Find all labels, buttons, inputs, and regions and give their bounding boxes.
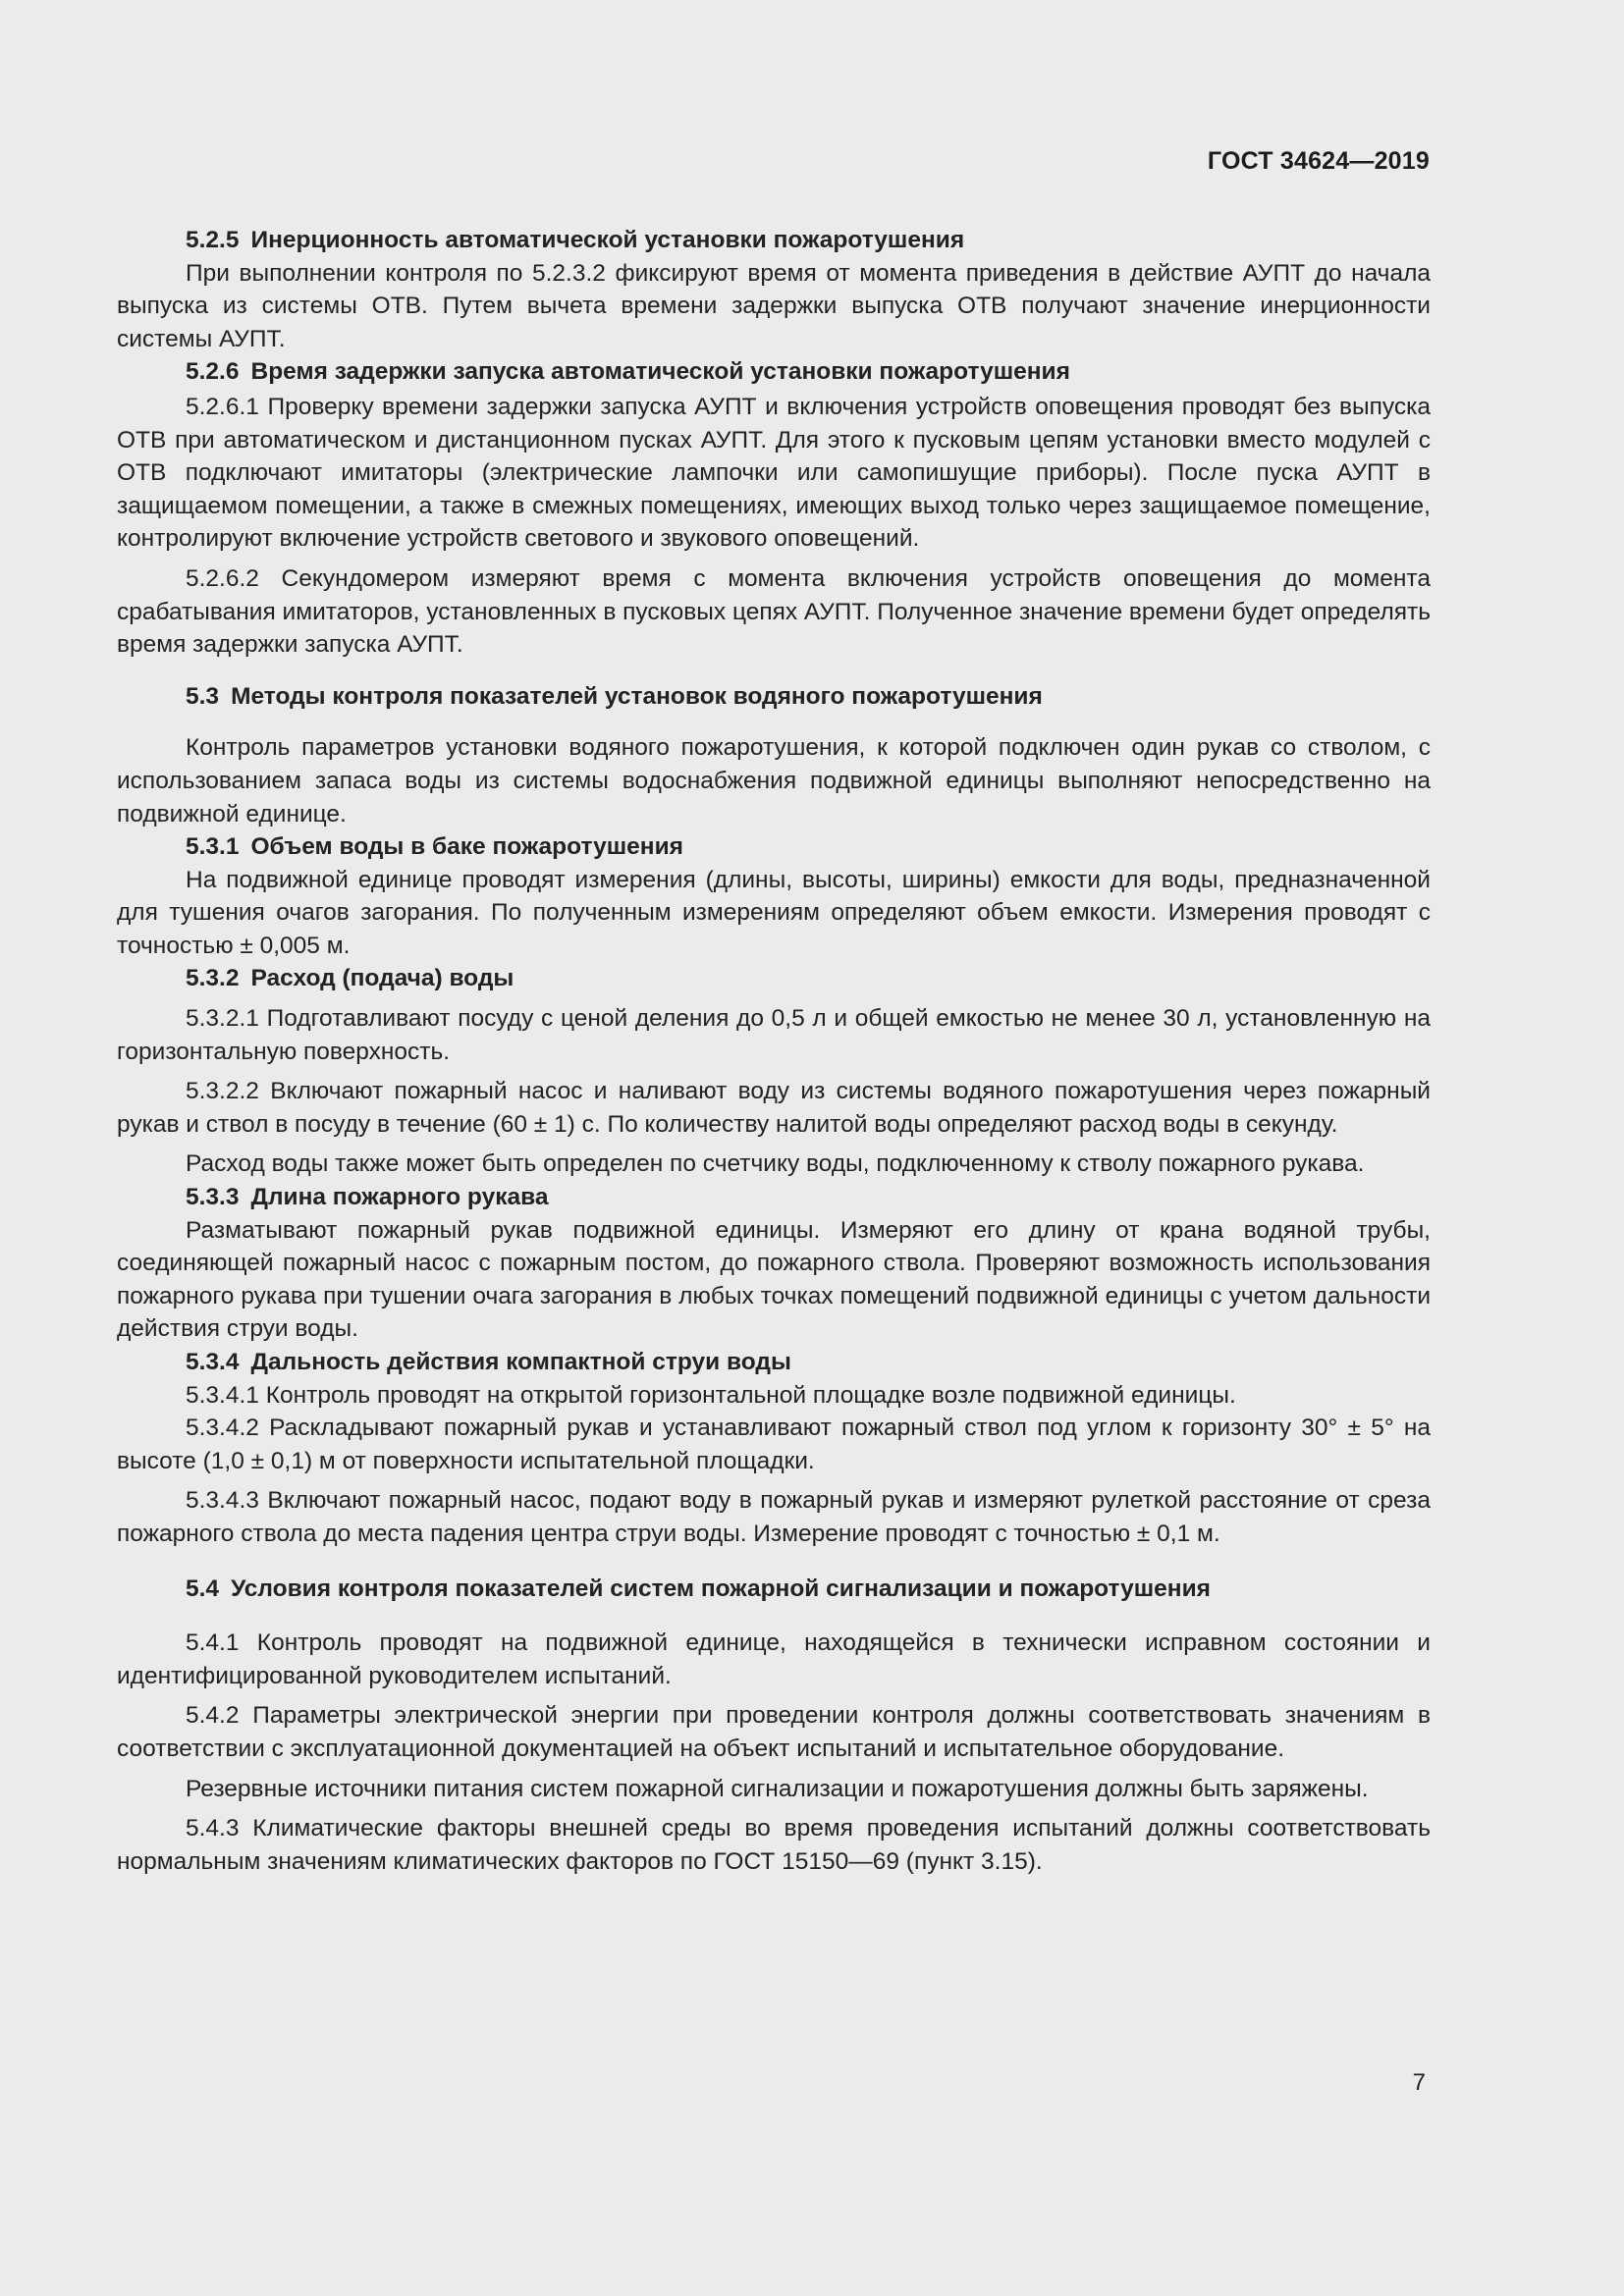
paragraph: 5.4.2 Параметры электрической энергии при проведении контроля должны соответствовать значениям в соответствии с эксплуатационной документацией на объект испытаний и испытательное оборудование. (117, 1702, 1431, 1762)
section-heading (117, 1573, 1431, 1606)
section-number: 5.2.5 (186, 227, 240, 253)
section-title: Методы контроля показателей установок водяного пожаротушения (231, 682, 1043, 710)
page-number: 7 (1412, 2069, 1426, 2096)
paragraph: 5.4.1 Контроль проводят на подвижной единице, находящейся в технически исправном состоянии и идентифицированной руководителем испытаний. (117, 1629, 1431, 1689)
paragraph: 5.3.4.3 Включают пожарный насос, подают воду в пожарный рукав и измеряют рулеткой расстояние от среза пожарного ствола до места падения центра струи воды. Измерение проводят с точностью ± 0,1 м. (117, 1487, 1431, 1547)
section-number: 5.3.4 (186, 1349, 240, 1375)
paragraph: 5.3.4.2 Раскладывают пожарный рукав и устанавливают пожарный ствол под углом к горизонту 30° ± 5° на высоте (1,0 ± 0,1) м от поверхности испытательной площадки. (117, 1415, 1431, 1474)
paragraph: 5.3.4.1 Контроль проводят на открытой горизонтальной площадке возле подвижной единицы. (186, 1381, 1236, 1409)
section-heading (117, 830, 1431, 864)
section-number: 5.3.2 (186, 965, 240, 992)
section-number: 5.3 (186, 682, 220, 710)
paragraph: 5.3.2.2 Включают пожарный насос и наливают воду из системы водяного пожаротушения через пожарный рукав и ствол в посуду в течение (60 ± 1) с. По количеству налитой воды определяют расход воды в секунду. (117, 1078, 1431, 1138)
section-heading (117, 1346, 1431, 1379)
paragraph: Резервные источники питания систем пожарной сигнализации и пожаротушения должны быть заряжены. (186, 1775, 1369, 1802)
section-title: Условия контроля показателей систем пожарной сигнализации и пожаротушения (231, 1575, 1211, 1602)
section-heading (117, 962, 1431, 995)
document-header: ГОСТ 34624—2019 (1207, 147, 1430, 175)
section-heading (117, 680, 1431, 714)
paragraph: Расход воды также может быть определен по счетчику воды, подключенному к стволу пожарного рукава. (186, 1150, 1365, 1178)
paragraph: 5.3.2.1 Подготавливают посуду с ценой деления до 0,5 л и общей емкостью не менее 30 л, установленную на горизонтальную поверхность. (117, 1005, 1431, 1065)
paragraph: 5.2.6.1 Проверку времени задержки запуска АУПТ и включения устройств оповещения проводят без выпуска ОТВ при автоматическом и дистанционном пусках АУПТ. Для этого к пусковым цепям установки вместо модулей с ОТВ подключают имитаторы (электрические лампочки или самопишущие приборы). После пуска АУПТ в защищаемом помещении, а также в смежных помещениях, имеющих выход только через защищаемое помещение, контролируют включение устройств светового и звукового оповещений. (117, 393, 1431, 553)
section-title: Дальность действия компактной струи воды (250, 1349, 791, 1375)
section-heading (117, 1181, 1431, 1214)
section-heading (117, 224, 1431, 257)
document-body (117, 224, 1431, 1878)
section-number: 5.2.6 (186, 358, 240, 386)
paragraph: 5.4.3 Климатические факторы внешней среды во время проведения испытаний должны соответствовать нормальным значениям климатических факторов по ГОСТ 15150—69 (пункт 3.15). (117, 1815, 1431, 1875)
section-heading (117, 355, 1431, 389)
paragraph: Разматывают пожарный рукав подвижной единицы. Измеряют его длину от крана водяной трубы, соединяющей пожарный насос с пожарным постом, до пожарного ствола. Проверяют возможность использования пожарного рукава при тушении очага загорания в любых точках помещений подвижной единицы с учетом дальности действия струи воды. (117, 1216, 1431, 1343)
paragraph: Контроль параметров установки водяного пожаротушения, к которой подключен один рукав со стволом, с использованием запаса воды из системы водоснабжения подвижной единицы выполняют непосредственно на подвижной единице. (117, 734, 1431, 828)
section-title: Время задержки запуска автоматической установки пожаротушения (250, 358, 1070, 386)
section-title: Инерционность автоматической установки пожаротушения (250, 227, 965, 253)
section-number: 5.4 (186, 1575, 220, 1602)
paragraph: На подвижной единице проводят измерения (длины, высоты, ширины) емкости для воды, предназначенной для тушения очагов загорания. По полученным измерениям определяют объем емкости. Измерения проводят с точностью ± 0,005 м. (117, 866, 1431, 959)
paragraph: 5.2.6.2 Секундомером измеряют время с момента включения устройств оповещения до момента срабатывания имитаторов, установленных в пусковых цепях АУПТ. Полученное значение времени будет определять время задержки запуска АУПТ. (117, 564, 1431, 659)
section-title: Длина пожарного рукава (250, 1184, 549, 1211)
section-title: Расход (подача) воды (250, 965, 514, 992)
paragraph: При выполнении контроля по 5.2.3.2 фиксируют время от момента приведения в действие АУПТ до начала выпуска из системы ОТВ. Путем вычета времени задержки выпуска ОТВ получают значение инерционности системы АУПТ. (117, 259, 1431, 352)
section-title: Объем воды в баке пожаротушения (250, 833, 683, 861)
section-number: 5.3.1 (186, 833, 240, 861)
section-number: 5.3.3 (186, 1184, 240, 1211)
